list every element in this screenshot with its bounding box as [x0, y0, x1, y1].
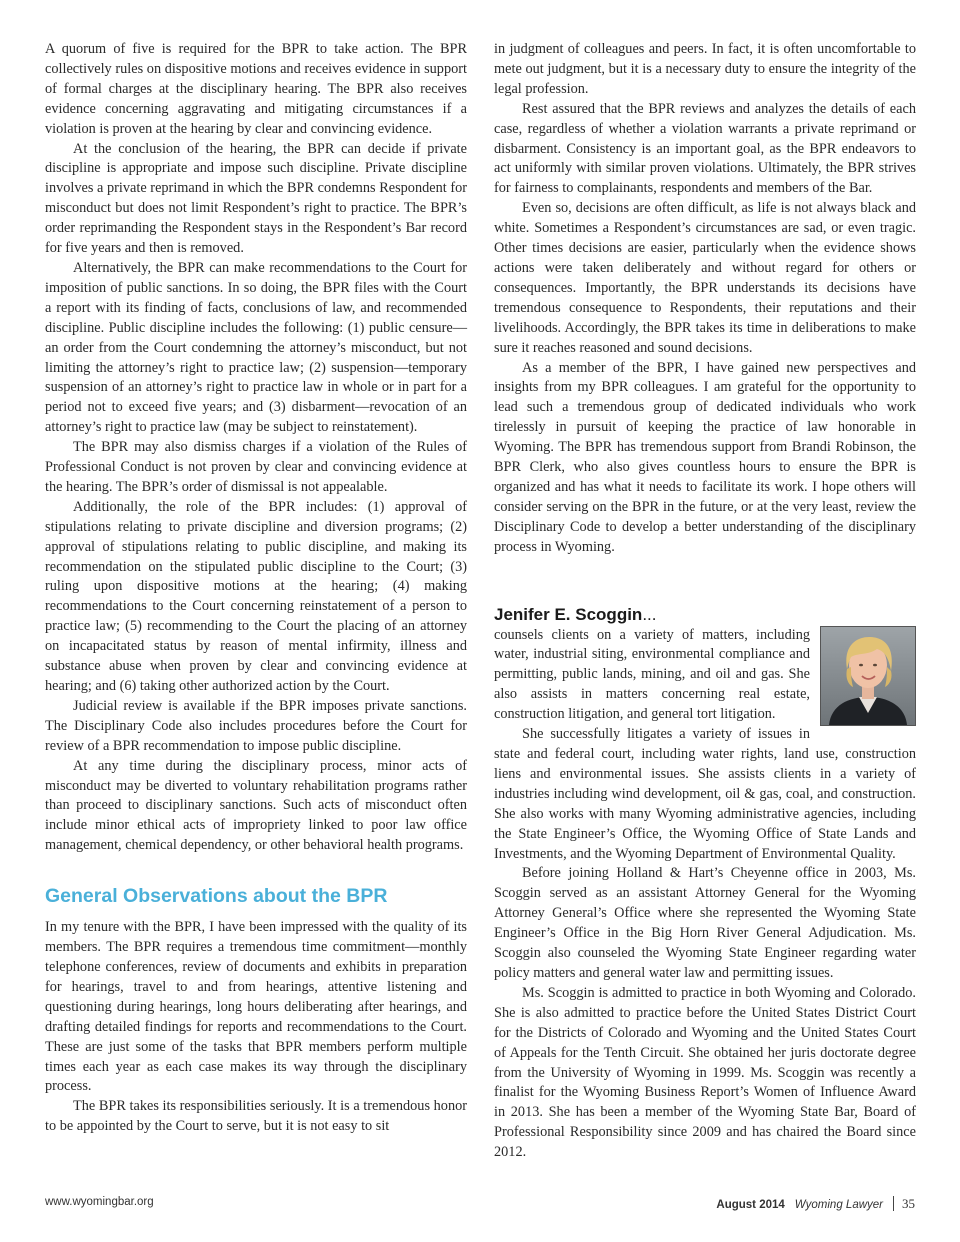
body-paragraph: At the conclusion of the hearing, the BPR can decide if private discipline is appropriate and impose such discipline. Private discipline involves a private reprimand in which the BPR condemns Respondent for misconduct but does not limit Respondent’s right to practice. The BPR’s order reprimanding the Respondent stays in the Respondent’s Bar record for five years and then is removed. [45, 140, 467, 257]
author-portrait-image [821, 627, 915, 725]
page-footer [45, 1194, 915, 1214]
body-paragraph: Even so, decisions are often difficult, as life is not always black and white. Sometimes a Respondent’s circumstances are sad, or even tragic. Other times decisions are easier, particularly when the evidence shows actions were taken deliberately and without regard for others or consequences. Importantly, the BPR understands its decisions have tremendous consequence to Respondents, their reputations and their livelihoods. Accordingly, the BPR takes its time in deliberations to make sure it reaches reasoned and sound decisions. [494, 200, 916, 356]
body-paragraph: At any time during the disciplinary process, minor acts of misconduct may be diverted to voluntary rehabilitation programs rather than proceed to disciplinary sanctions. Such acts of misconduct often include minor ethical acts of impropriety linked to poor law office management, chemical dependency, or other behavioral health programs. [45, 757, 467, 854]
body-paragraph: Additionally, the role of the BPR includes: (1) approval of stipulations relating to private discipline and diversion programs; (2) approval of stipulations relating to public discipline, and making its recommendation on the stipulated public discipline to the Court; (3) ruling upon dispositive motions at the hearing; (4) making recommendations to the Court concerning reinstatement of a person to practice law; (5) recommending to the Court the placing of an attorney on incapacitated status by reason of mental infirmity, illness and substance abuse when proven by clear and convincing evidence at hearing; and (6) taking other authorized action by the Court. [45, 498, 467, 694]
left-column [45, 40, 467, 1137]
author-name: Jenifer E. Scoggin [494, 604, 643, 624]
bio-paragraph: Before joining Holland & Hart’s Cheyenne office in 2003, Ms. Scoggin served as an assistant Attorney General for the Wyoming Attorney General’s Office where she represented the Wyoming State Engineer’s Office in the Big Horn River General Adjudication. Ms. Scoggin also counseled the Wyoming State Engineer regarding water policy matters and general water law and permitting issues. [494, 865, 916, 981]
author-bio-title [494, 604, 916, 626]
body-paragraph: in judgment of colleagues and peers. In fact, it is often uncomfortable to mete out judgment, but it is a necessary duty to ensure the integrity of the legal profession. [494, 41, 916, 97]
bio-paragraph: Ms. Scoggin is admitted to practice in both Wyoming and Colorado. She is also admitted to practice before the United States District Court for the Districts of Colorado and Wyoming and the United States Court of Appeals for the Tenth Circuit. She obtained her juris doctorate degree from the University of Wyoming in 1999. Ms. Scoggin was recently a finalist for the Wyoming Business Report’s Women of Influence Award in 2013. She has been a member of the Wyoming State Bar, Board of Professional Responsibility since 2009 and has chaired the Board since 2012. [494, 984, 916, 1161]
body-paragraph: A quorum of five is required for the BPR to take action. The BPR collectively rules on dispositive motions and receives evidence in support of formal charges at the disciplinary hearing. The BPR also receives evidence concerning aggravating and mitigating circumstances if a violation is proven at the hearing by clear and convincing evidence. [45, 41, 467, 137]
body-paragraph: The BPR may also dismiss charges if a violation of the Rules of Professional Conduct is not proven by clear and convincing evidence at the hearing. The BPR’s order of dismissal is not appealable. [45, 439, 467, 495]
footer-magazine-name: Wyoming Lawyer [794, 1199, 883, 1211]
body-paragraph: Rest assured that the BPR reviews and analyzes the details of each case, regardless of whether a violation warrants a private reprimand or disbarment. Consistency is an important goal, as the BPR endeavors to act uniformly with similar proven violations. Ultimately, the BPR strives for fairness to complainants, respondents and members of the Bar. [494, 100, 916, 197]
footer-website: www.wyomingbar.org [45, 1196, 154, 1208]
body-paragraph: The BPR takes its responsibilities seriously. It is a tremendous honor to be appointed by the Court to serve, but it is not easy to sit [45, 1098, 467, 1135]
right-column [494, 40, 916, 1163]
bio-paragraph: counsels clients on a variety of matters, including water, industrial siting, environmental compliance and permitting, public lands, mining, and oil and gas. She also assists in matters concerning real estate, construction litigation, and general tort litigation. [494, 626, 810, 723]
author-bio [494, 626, 916, 1163]
bio-paragraph: She successfully litigates a variety of issues in state and federal court, including water rights, land use, construction liens and environmental issues. She assists clients in a variety of industries including wind development, oil & gas, coal, and construction. She also works with many Wyoming administrative agencies, including the State Engineer’s Office, the Wyoming Office of State Lands and Investments, and the Wyoming Department of Environmental Quality. [494, 726, 916, 862]
footer-divider [893, 1196, 894, 1211]
footer-issue-info [716, 1196, 915, 1212]
body-paragraph: In my tenure with the BPR, I have been impressed with the quality of its members. The BPR requires a tremendous time commitment—monthly telephone conferences, review of documents and exhibits in preparation for hearings, travel to and from hearings, attentive listening and questioning during hearings, long hours deliberating after hearings, and drafting detailed findings for reports and recommendations to the Court. These are just some of the tasks that BPR members perform multiple times each year as each case makes its way through the disciplinary process. [45, 919, 467, 1095]
body-paragraph: Alternatively, the BPR can make recommendations to the Court for imposition of public sanctions. In so doing, the BPR files with the Court a report with its finding of facts, conclusions of law, and recommended discipline. Public discipline includes the following: (1) public censure—an order from the Court condemning the attorney’s misconduct, but not limiting the attorney’s right to practice law; (2) suspension—temporary suspension of an attorney’s right to practice law in whole or in part for a period not to exceed five years; and (3) disbarment—revocation of an attorney’s right to practice law (may be subject to reinstatement). [45, 259, 467, 436]
section-heading: General Observations about the BPR [45, 885, 388, 908]
body-paragraph: As a member of the BPR, I have gained new perspectives and insights from my BPR colleagues. I am grateful for the opportunity to lead such a tremendous group of dedicated individuals who work tirelessly in pursuit of keeping the practice of law honorable in Wyoming. The BPR has tremendous support from Brandi Robinson, the BPR Clerk, who also gives countless hours to ensure the BPR is organized and has what it needs to facilitate its work. I hope others will consider serving on the BPR in the future, or at the very least, review the Disciplinary Code to develop a better understanding of the disciplinary process in Wyoming. [494, 359, 916, 555]
body-paragraph: Judicial review is available if the BPR imposes private sanctions. The Disciplinary Code also includes procedures before the Court for review of a BPR recommendation to impose public discipline. [45, 697, 467, 754]
author-name-ellipsis: ... [642, 604, 657, 624]
page-number: 35 [902, 1196, 915, 1211]
author-photo [820, 626, 916, 726]
footer-issue-date: August 2014 [716, 1199, 785, 1211]
